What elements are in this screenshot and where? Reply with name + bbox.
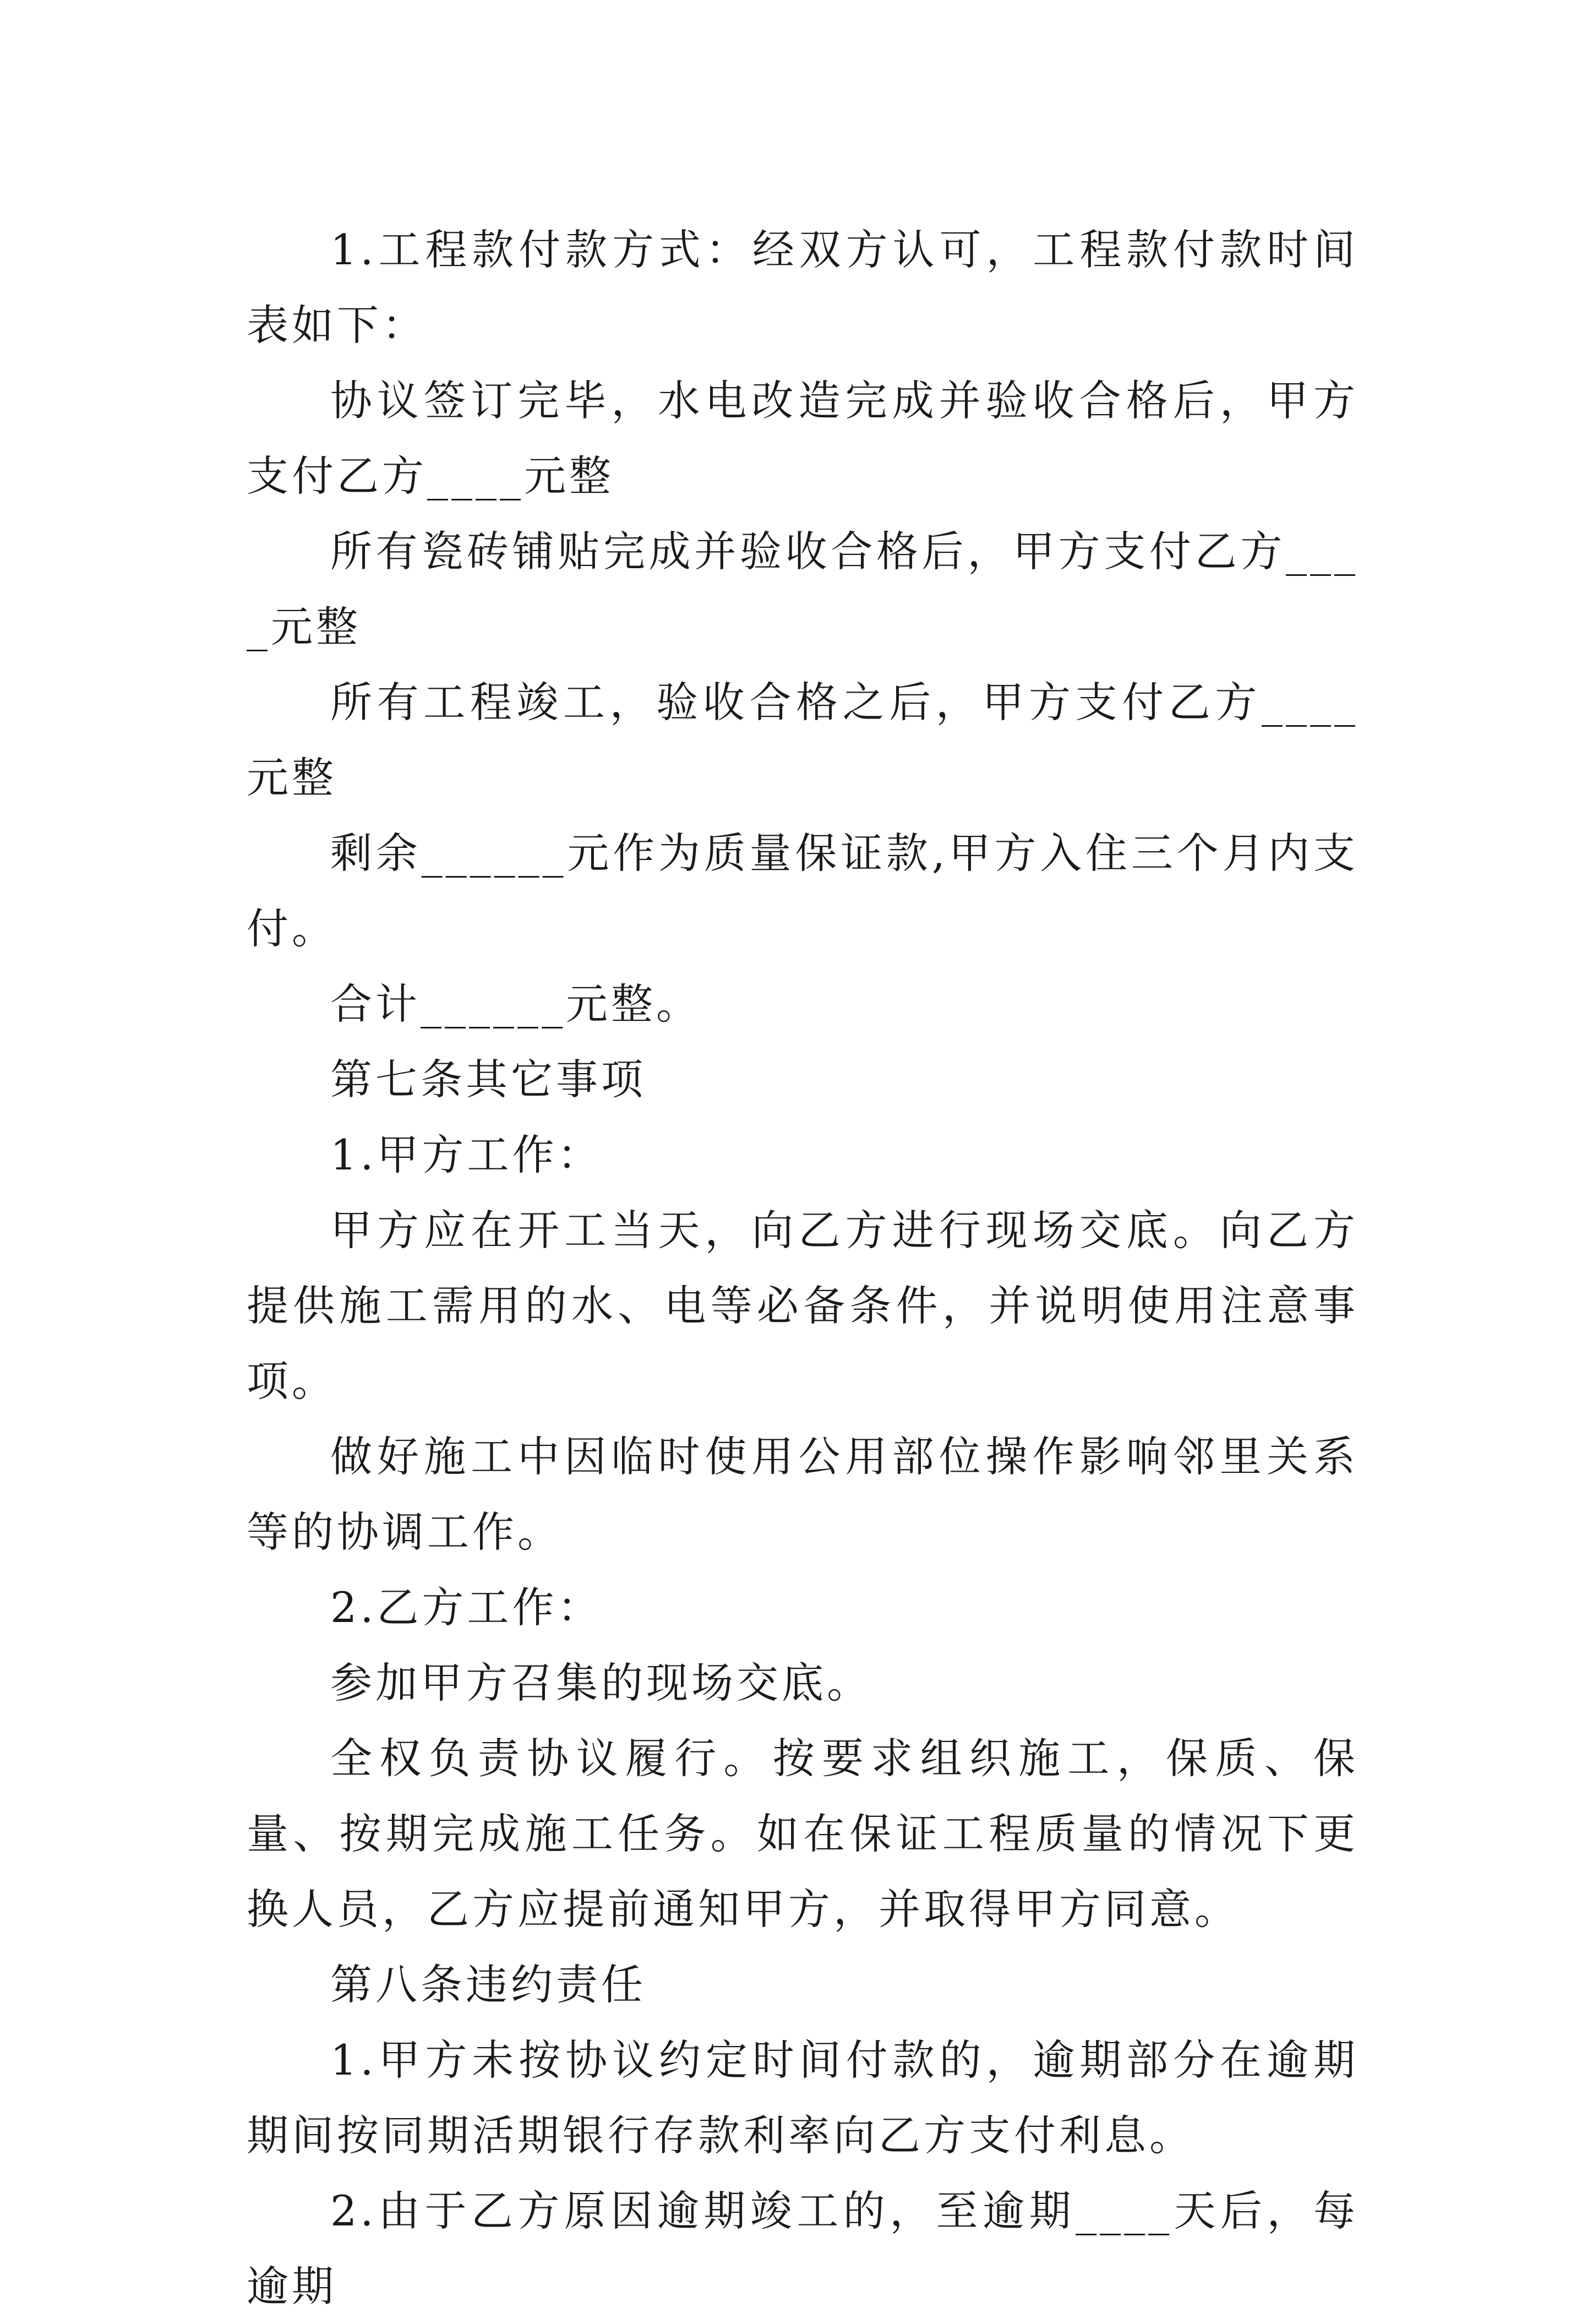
paragraph-payment-stage-1: 协议签订完毕，水电改造完成并验收合格后，甲方支付乙方____元整 [247, 376, 1359, 500]
subheading-party-b-duties: 2.乙方工作： [330, 1583, 603, 1632]
document-body [247, 212, 1359, 2324]
paragraph-party-a-handover: 甲方应在开工当天，向乙方进行现场交底。向乙方提供施工需用的水、电等必备条件，并说明使用注意事项。 [247, 1206, 1359, 1406]
paragraph-payment-method: 1.工程款付款方式：经双方认可，工程款付款时间表如下： [247, 225, 1359, 350]
section-heading-article-7: 第七条其它事项 [330, 1055, 646, 1104]
paragraph-payment-stage-2: 所有瓷砖铺贴完成并验收合格后，甲方支付乙方____元整 [247, 527, 1359, 651]
paragraph-quality-deposit: 剩余______元作为质量保证款,甲方入住三个月内支付。 [247, 829, 1359, 953]
paragraph-party-b-attend: 参加甲方召集的现场交底。 [330, 1658, 872, 1707]
section-heading-article-8: 第八条违约责任 [330, 1960, 646, 2009]
paragraph-late-completion: 2.由于乙方原因逾期竣工的，至逾期____天后，每逾期 [247, 2186, 1359, 2311]
subheading-party-a-duties: 1.甲方工作： [330, 1130, 603, 1179]
paragraph-late-payment: 1.甲方未按协议约定时间付款的，逾期部分在逾期期间按同期活期银行存款利率向乙方支付利息。 [247, 2035, 1359, 2160]
paragraph-party-b-responsibility: 全权负责协议履行。按要求组织施工，保质、保量、按期完成施工任务。如在保证工程质量的情况下更换人员，乙方应提前通知甲方，并取得甲方同意。 [247, 1734, 1359, 1934]
paragraph-party-a-coordination: 做好施工中因临时使用公用部位操作影响邻里关系等的协调工作。 [247, 1432, 1359, 1556]
paragraph-total: 合计______元整。 [330, 979, 701, 1028]
paragraph-payment-stage-3: 所有工程竣工，验收合格之后，甲方支付乙方____元整 [247, 678, 1359, 802]
